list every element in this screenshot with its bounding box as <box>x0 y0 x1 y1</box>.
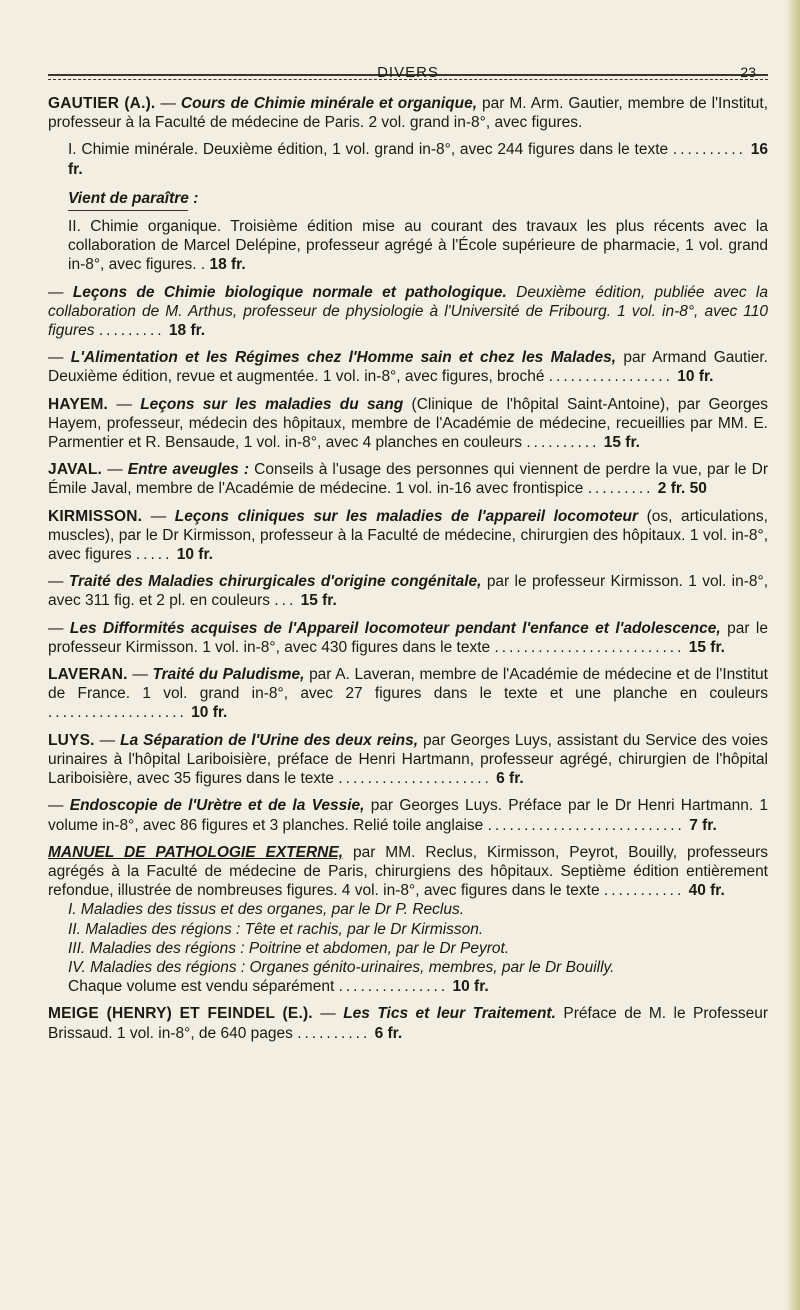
entry-meige: MEIGE (HENRY) ET FEINDEL (E.). — Les Tics et leur Traitement. Préface de M. le Professeur Brissaud. 1 vol. in-8°, de 640 pages .......... 6 fr. <box>48 1005 769 1042</box>
entry-gautier: GAUTIER (A.). — Cours de Chimie minérale et organique, par M. Arm. Gautier, membre de l'Institut, professeur à la Faculté de médecine de Paris. 2 vol. grand in-8°, avec figures. <box>48 95 769 132</box>
entry-text: par M. Arm. Gautier, membre de l'Institut, professeur à la Faculté de médecine de Paris. 2 vol. grand in-8°, avec figures. <box>48 95 769 132</box>
entry-work: Leçons cliniques sur les maladies de l'appareil locomoteur <box>174 507 639 525</box>
entry-price: 15 fr. <box>603 434 640 452</box>
entry-work: Entre aveugles : <box>127 461 250 479</box>
entry-price: 10 fr. <box>191 704 228 722</box>
entry-work: Cours de Chimie minérale et organique, <box>180 95 478 112</box>
entry-luys: LUYS. — La Séparation de l'Urine des deux reins, par Georges Luys, assistant du Service des voies urinaires à l'hôpital Lariboisière, préface de Henri Hartmann, professeur agrégé, chirurgien de l'hôpital Lariboisière, avec 35 figures dans le texte ..................... 6 fr. <box>48 731 768 788</box>
entry-price: 2 fr. 50 <box>657 480 707 498</box>
volume-item: II. Maladies des régions : Tête et rachis, par le Dr Kirmisson. <box>68 920 484 938</box>
entry-price: 15 fr. <box>688 638 725 656</box>
running-header <box>48 0 768 81</box>
entry-work: Traité du Paludisme, <box>152 666 305 684</box>
page <box>48 0 769 1042</box>
entry-manuel: MANUEL DE PATHOLOGIE EXTERNE, par MM. Reclus, Kirmisson, Peyrot, Bouilly, professeurs agrégés à la Faculté de médecine de Paris, chirurgiens des hôpitaux. Septième édition entièrement refondue, illustrée de nombreuses figures. 4 vol. in-8°, avec figures dans le texte ........... 40 fr. I. Maladies des tissus et des organes, par le Dr P. Reclus. II. Maladies des régions : Tête et rachis, par le Dr Kirmisson. III. Maladies des régions : Poitrine et abdomen, par le Dr Peyrot. IV. Maladies des régions : Organes génito-urinaires, membres, par le Dr Bouilly. Chaque volume est vendu séparément ............... 10 fr. <box>48 843 768 996</box>
entry-price: 40 fr. <box>688 882 725 900</box>
entry-price: 10 fr. <box>452 978 489 996</box>
entry-price: 16 fr. <box>68 141 768 178</box>
entry-kirmisson-difformites: — Les Difformités acquises de l'Appareil locomoteur pendant l'enfance et l'adolescence, par le professeur Kirmisson. 1 vol. in-8°, avec 430 figures dans le texte .......................... 15 fr. <box>48 619 768 656</box>
entry-author: KIRMISSON. <box>48 507 143 525</box>
entry-work: La Séparation de l'Urine des deux reins, <box>120 731 419 749</box>
entry-work: L'Alimentation et les Régimes chez l'Homme sain et chez les Malades, <box>70 349 617 367</box>
entry-text: par le professeur Kirmisson. 1 vol. in-8°, avec 430 figures dans le texte <box>48 619 768 656</box>
entry-author: MEIGE (HENRY) ET FEINDEL (E.). <box>48 1005 313 1023</box>
entry-author: JAVAL. <box>48 461 103 479</box>
entry-price: 10 fr. <box>677 368 714 386</box>
entry-text: Deuxième édition, publiée avec la collaboration de M. Arthus, professeur de physiologie à l'Université de Fribourg. 1 vol. in-8°, avec 110 figures <box>48 283 768 340</box>
entry-text: par Armand Gautier. Deuxième édition, revue et augmentée. 1 vol. in-8°, avec figures, broché <box>48 349 768 386</box>
entry-author: LUYS. <box>48 731 95 749</box>
volume-item: IV. Maladies des régions : Organes génito-urinaires, membres, par le Dr Bouilly. <box>68 958 615 976</box>
volume-item: I. Maladies des tissus et des organes, par le Dr P. Reclus. <box>68 901 465 919</box>
entry-author: LAVERAN. <box>48 666 128 684</box>
entry-laveran: LAVERAN. — Traité du Paludisme, par A. Laveran, membre de l'Académie de médecine et de l'Institut de France. 1 vol. grand in-8°, avec 27 figures dans le texte et une planche en couleurs ................... 10 fr. <box>48 666 768 722</box>
entry-gautier-vol2: II. Chimie organique. Troisième édition mise au courant des travaux les plus récents avec la collaboration de Marcel Delépine, professeur agrégé à l'École supérieure de pharmacie, 1 vol. grand in-8°, avec figures. . 18 fr. <box>68 218 768 274</box>
entry-text: (Clinique de l'hôpital Saint-Antoine), par Georges Hayem, professeur, médecin des hôpitaux, membre de l'Académie de médecine, recueillies par MM. E. Parmentier et R. Bensaude, 1 vol. in-8°, avec 4 planches en couleurs <box>48 395 768 452</box>
entry-text: par le professeur Kirmisson. 1 vol. in-8°, avec 311 fig. et 2 pl. en couleurs <box>48 573 769 610</box>
entry-text: Préface de M. le Professeur Brissaud. 1 vol. in-8°, de 640 pages <box>48 1005 769 1042</box>
page-title: DIVERS <box>377 64 439 81</box>
underline-rule <box>68 210 188 211</box>
entry-text: par MM. Reclus, Kirmisson, Peyrot, Bouilly, professeurs agrégés à la Faculté de médecine de Paris, chirurgiens des hôpitaux. Septième édition entièrement refondue, illustrée de nombreuses figures. 4 vol. in-8°, avec figures dans le texte <box>48 843 768 900</box>
entry-gautier-alimentation: — L'Alimentation et les Régimes chez l'Homme sain et chez les Malades, par Armand Gautier. Deuxième édition, revue et augmentée. 1 vol. in-8°, avec figures, broché ................. 10 fr. <box>48 349 768 386</box>
entry-work: Endoscopie de l'Urètre et de la Vessie, <box>69 797 365 815</box>
entry-gautier-vol1: I. Chimie minérale. Deuxième édition, 1 vol. grand in-8°, avec 244 figures dans le texte .......... 16 fr. <box>68 141 768 178</box>
entry-luys-endoscopie: — Endoscopie de l'Urètre et de la Vessie, par Georges Luys. Préface par le Dr Henri Hartmann. 1 volume in-8°, avec 86 figures et 3 planches. Relié toile anglaise ........................... 7 fr. <box>48 797 769 834</box>
entry-text: par Georges Luys, assistant du Service des voies urinaires à l'hôpital Lariboisière, préface de Henri Hartmann, professeur agrégé, chirurgien de l'hôpital Lariboisière, avec 35 figures dans le texte <box>48 731 768 788</box>
entry-javal: JAVAL. — Entre aveugles : Conseils à l'usage des personnes qui viennent de perdre la vue, par le Dr Émile Javal, membre de l'Académie de médecine. 1 vol. in-16 avec frontispice ......... 2 fr. 50 <box>48 461 768 498</box>
entry-kirmisson-traite: — Traité des Maladies chirurgicales d'origine congénitale, par le professeur Kirmisson. 1 vol. in-8°, avec 311 fig. et 2 pl. en couleurs ... 15 fr. <box>48 573 769 610</box>
entry-hayem: HAYEM. — Leçons sur les maladies du sang (Clinique de l'hôpital Saint-Antoine), par Georges Hayem, professeur, médecin des hôpitaux, membre de l'Académie de médecine, recueillies par MM. E. Parmentier et R. Bensaude, 1 vol. in-8°, avec 4 planches en couleurs .......... 15 fr. <box>48 395 768 452</box>
volume-note: Chaque volume est vendu séparément <box>68 978 335 996</box>
entry-price: 6 fr. <box>374 1024 403 1042</box>
entry-price: 7 fr. <box>689 816 717 834</box>
entry-price: 18 fr. <box>168 322 206 340</box>
page-edge-stain <box>786 0 800 1310</box>
entry-author: HAYEM. <box>48 395 109 413</box>
entry-price: 18 fr. <box>209 256 246 274</box>
entry-text: II. Chimie organique. Troisième édition mise au courant des travaux les plus récents avec la collaboration de Marcel Delépine, professeur agrégé à l'École supérieure de pharmacie, 1 vol. grand in-8°, avec figures. <box>68 218 768 274</box>
entry-kirmisson: KIRMISSON. — Leçons cliniques sur les maladies de l'appareil locomoteur (os, articulations, muscles), par le Dr Kirmisson, professeur à la Faculté de médecine, chirurgien des hôpitaux. 1 vol. in-8°, avec figures ..... 10 fr. <box>48 507 768 564</box>
entry-work: Traité des Maladies chirurgicales d'origine congénitale, <box>68 573 482 591</box>
volume-item: III. Maladies des régions : Poitrine et abdomen, par le Dr Peyrot. <box>68 939 510 957</box>
new-release-note: Vient de paraître : <box>68 189 199 207</box>
entry-text: Conseils à l'usage des personnes qui viennent de perdre la vue, par le Dr Émile Javal, membre de l'Académie de médecine. 1 vol. in-16 avec frontispice <box>48 461 768 498</box>
entry-price: 10 fr. <box>176 546 213 564</box>
catalog-entries <box>48 94 768 1051</box>
page-number: 23 <box>740 64 756 80</box>
entry-work: Leçons sur les maladies du sang <box>140 395 404 413</box>
entry-text: par Georges Luys. Préface par le Dr Henri Hartmann. 1 volume in-8°, avec 86 figures et 3 planches. Relié toile anglaise <box>48 797 769 834</box>
entry-work: Leçons de Chimie biologique normale et pathologique. <box>72 283 507 301</box>
entry-gautier-lecons: — Leçons de Chimie biologique normale et pathologique. Deuxième édition, publiée avec la collaboration de M. Arthus, professeur de physiologie à l'Université de Fribourg. 1 vol. in-8°, avec 110 figures ......... 18 fr. <box>48 283 768 340</box>
entry-price: 6 fr. <box>496 770 524 788</box>
entry-work: Les Tics et leur Traitement. <box>343 1005 556 1023</box>
entry-work: MANUEL DE PATHOLOGIE EXTERNE, <box>48 843 344 861</box>
entry-text: (os, articulations, muscles), par le Dr Kirmisson, professeur à la Faculté de médecine, chirurgien des hôpitaux. 1 vol. in-8°, avec figures <box>48 507 768 564</box>
entry-text: par A. Laveran, membre de l'Académie de médecine et de l'Institut de France. 1 vol. grand in-8°, avec 27 figures dans le texte et une planche en couleurs <box>48 666 768 703</box>
entry-work: Les Difformités acquises de l'Appareil locomoteur pendant l'enfance et l'adolescence, <box>69 619 721 637</box>
entry-author: GAUTIER (A.). <box>48 95 156 112</box>
entry-text: I. Chimie minérale. Deuxième édition, 1 vol. grand in-8°, avec 244 figures dans le texte <box>68 141 669 159</box>
entry-price: 15 fr. <box>300 592 337 610</box>
